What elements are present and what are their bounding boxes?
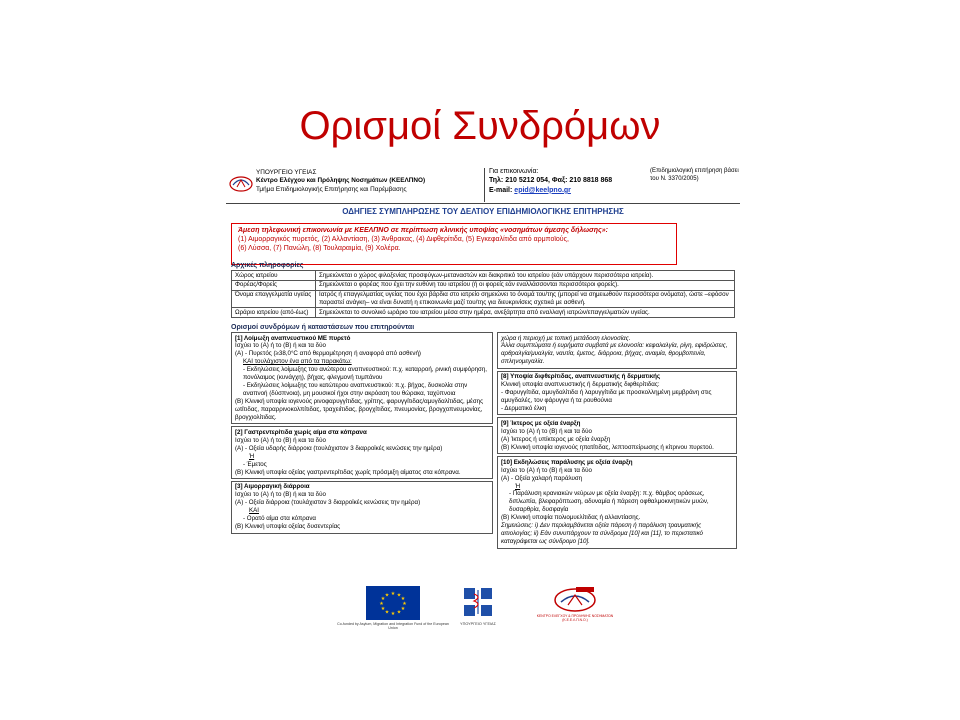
syndrome-2-line: (Β) Κλινική υποψία οξείας γαστρεντερίτιδας χωρίς πρόσμιξη αίματος στα κόπρανα.: [235, 468, 461, 476]
table-key: Όνομα επαγγελματία υγείας: [232, 290, 316, 308]
definitions-title: Ορισμοί συνδρόμων ή καταστάσεων που επιτηρούνται: [231, 324, 415, 331]
table-key: Χώρος ιατρείου: [232, 271, 316, 281]
slide-title: Ορισμοί Συνδρόμων: [299, 104, 661, 148]
syndrome-2-line: (Α) - Οξεία υδαρής διάρροια (τουλάχιστον 3 διαρροϊκές κενώσεις την ημέρα): [235, 444, 443, 452]
definitions-left-column: [231, 332, 493, 536]
syndrome-1-line: - Εκδηλώσεις λοίμωξης του κατώτερου αναπνευστικού: π.χ. βήχας, δυσκολία στην αναπνοή (δύσπνοια), μη μουσικοί ήχοι στην ακρόαση του θώρακα, ταχύπνοια: [243, 382, 468, 398]
syndrome-2-heading: [2] Γαστρεντερίτιδα χωρίς αίμα στα κόπρανα: [235, 428, 367, 436]
ministry-of-health-logo-icon: [460, 584, 496, 620]
svg-text:★: ★: [384, 609, 390, 616]
eu-caption: Co-funded by Asylum, Migration and Integration Fund of the European Union: [337, 622, 449, 631]
document-heading: ΟΔΗΓΙΕΣ ΣΥΜΠΛΗΡΩΣΗΣ ΤΟΥ ΔΕΛΤΙΟΥ ΕΠΙΔΗΜΙΟΛΟΓΙΚΗΣ ΕΠΙΤΗΡΗΣΗΣ: [342, 207, 624, 216]
syndrome-10-line: - Παράλυση κρανιακών νεύρων με οξεία έναρξη: π.χ. θάμβος οράσεως, διπλωπία, βλεφαρόπτωση, αδυναμία ή πάρεση οφθαλμοκινητικών μυών, δυσαρθρία, δυσφαγία: [509, 490, 709, 514]
syndrome-3-heading: [3] Αιμορραγική διάρροια: [235, 483, 310, 491]
svg-text:★: ★: [390, 611, 396, 617]
table-row: [232, 280, 735, 290]
email-label: E-mail:: [489, 186, 513, 194]
syndrome-9-line: (Β) Κλινική υποψία ιογενούς ηπατίτιδας, λεπτοσπείρωσης ή κίτρινου πυρετού.: [501, 443, 714, 451]
syndrome-box-10: [497, 456, 737, 548]
syndrome-box-9: [497, 417, 737, 454]
syndrome-9-line: Ισχύει το (Α) ή το (Β) ή και τα δύο: [501, 427, 592, 435]
initial-info-table: [231, 270, 735, 318]
syndrome-box-continued: [497, 332, 737, 369]
syndrome-10-line: (Α) - Οξεία χαλαρή παράλυση: [501, 474, 583, 482]
syndrome-1-line: - Εκδηλώσεις λοίμωξης του ανώτερου αναπνευστικού: π.χ. καταρροή, ρινική συμφόρηση, πονόλαιμος (κυνάγχη), βήχας, φλεγμονή τυμπάνου: [243, 366, 488, 382]
svg-text:★: ★: [400, 596, 406, 602]
eu-flag-icon: [366, 586, 420, 620]
syndrome-3-line: (Α) - Οξεία διάρροια (τουλάχιστον 3 διαρροϊκές κενώσεις την ημέρα): [235, 499, 421, 507]
keelpno-logo-icon: [228, 170, 254, 196]
table-row: [232, 290, 735, 308]
syndrome-box-8: [497, 371, 737, 416]
syndrome-1-line: Ισχύει το (Α) ή το (Β) ή και τα δύο: [235, 342, 326, 350]
contact-label: Για επικοινωνία:: [489, 168, 539, 175]
syndrome-2-line: - Έμετος: [243, 460, 267, 468]
header-divider: [484, 168, 485, 202]
syndrome-10-line: Ισχύει το (Α) ή το (Β) ή και τα δύο: [501, 466, 592, 474]
svg-text:★: ★: [396, 592, 402, 599]
org-line-2: Κέντρο Ελέγχου και Πρόληψης Νοσημάτων (ΚΕΕΛΠΝΟ): [256, 177, 426, 185]
header-contact: [489, 167, 639, 195]
syndrome-2-line: Ισχύει το (Α) ή το (Β) ή και τα δύο: [235, 436, 326, 444]
header-note: (Επιδημιολογική επιτήρηση βάσει του Ν. 3370/2005): [650, 168, 739, 182]
keelpno-emblem-icon: [548, 584, 602, 614]
svg-text:★: ★: [384, 592, 390, 599]
table-value: Ιατρός ή επαγγελματίας υγείας που έχει βάρδια στο ιατρείο σημειώνει το όνομά του/της (μπορεί να σημειωθούν περισσότερα ονόματα), ώστε –εφόσον παραστεί ανάγκη– να είναι δυνατή η επικοινωνία μαζί του/της για διευκρινίσεις σχετικά με ασθενή.: [316, 290, 735, 308]
syndrome-1-line: (Α) - Πυρετός (≥38,0°C από θερμομέτρηση ή αναφορά από ασθενή): [235, 350, 421, 358]
syndrome-3-line: ΚΑΙ: [249, 507, 259, 515]
syndrome-8-line: Κλινική υποψία αναπνευστικής ή δερματικής διφθερίτιδας:: [501, 381, 660, 389]
document-image: [226, 166, 740, 582]
table-key: Ωράριο ιατρείου (από-έως): [232, 308, 316, 318]
table-key: Φορέας/Φορείς: [232, 280, 316, 290]
ministry-caption: ΥΠΟΥΡΓΕΙΟ ΥΓΕΙΑΣ: [460, 622, 496, 626]
syndrome-8-heading: [8] Υποψία διφθερίτιδας, αναπνευστικής ή δερματικής: [501, 373, 661, 381]
header-organization: [256, 169, 486, 194]
syndrome-3-line: Ισχύει το (Α) ή το (Β) ή και τα δύο: [235, 491, 326, 499]
syndrome-9-heading: [9] Ίκτερος με οξεία έναρξη: [501, 419, 581, 427]
alert-heading: Άμεση τηλεφωνική επικοινωνία με ΚΕΕΛΠΝΟ σε περίπτωση κλινικής υποψίας «νοσημάτων άμεσης δήλωσης»:: [238, 227, 608, 234]
document-header: [226, 166, 740, 206]
table-value: Σημειώνεται ο φορέας που έχει την ευθύνη του ιατρείου (ή οι φορείς εάν εναλλάσσονται περισσότεροι φορείς).: [316, 280, 735, 290]
continued-line: Άλλα συμπτώματα ή ευρήματα συμβατά με ελονοσία: κεφαλαλγία, ρίγη, εφιδρώσεις, αρθραλγία/μυαλγία, ναυτία, έμετος, διάρροια, βήχας, αναιμία, θρομβοπενία, σπληνομεγαλία.: [501, 342, 728, 366]
svg-text:★: ★: [379, 601, 384, 607]
syndrome-10-notes: Σημειώσεις: i) Δεν περιλαμβάνεται οξεία πάρεση ή παράλυση τραυματικής αιτιολογίας; ii) Εάν συνυπάρχουν τα σύνδρομα [10] και [11], το περιστατικό καταγράφεται ως σύνδρομο [10].: [501, 522, 703, 546]
table-row: [232, 308, 735, 318]
syndrome-10-line: (Β) Κλινική υποψία πολιομυελίτιδας ή αλλαντίασης.: [501, 514, 641, 522]
alert-line-1: (1) Αιμορραγικός πυρετός, (2) Αλλαντίαση, (3) Άνθρακας, (4) Διφθερίτιδα, (5) Εγκεφαλίτιδα από αρμπoϊούς,: [238, 236, 569, 244]
svg-text:★: ★: [380, 606, 386, 612]
svg-text:★: ★: [390, 591, 396, 597]
svg-text:★: ★: [402, 601, 407, 607]
syndrome-10-heading: [10] Εκδηλώσεις παράλυσης με οξεία έναρξη: [501, 458, 633, 466]
syndrome-box-2: [231, 426, 493, 479]
continued-line: χώρα ή περιοχή με τοπική μετάδοση ελονοσίας.: [501, 334, 631, 342]
org-line-3: Τμήμα Επιδημιολογικής Επιτήρησης και Παρέμβασης: [256, 185, 407, 193]
syndrome-3-line: (Β) Κλινική υποψία οξείας δυσεντερίας: [235, 523, 341, 531]
syndrome-2-line: Ή: [249, 452, 255, 460]
table-value: Σημειώνεται το συνολικό ωράριο του ιατρείου μέσα στην ημέρα, ανεξάρτητα από εναλλαγή ιατρών/επαγγελματιών υγείας.: [316, 308, 735, 318]
syndrome-box-1: [231, 332, 493, 424]
header-rule: [226, 203, 740, 204]
alert-box: [231, 223, 677, 265]
svg-text:★: ★: [380, 596, 386, 602]
syndrome-1-line: ΚΑΙ τουλάχιστον ένα από τα παρακάτω:: [243, 358, 352, 366]
syndrome-1-heading: [1] Λοίμωξη αναπνευστικού ΜΕ πυρετό: [235, 334, 351, 342]
syndrome-box-3: [231, 481, 493, 534]
initial-info-title: Αρχικές πληροφορίες: [231, 262, 304, 269]
table-value: Σημειώνεται ο χώρος φιλοξενίας προσφύγων-μεταναστών και διακριτικό του ιατρείου (εάν υπάρχουν περισσότερα ιατρεία).: [316, 271, 735, 281]
contact-phone: Τηλ: 210 5212 054, Φαξ: 210 8818 868: [489, 177, 613, 185]
email-link[interactable]: epid@keelpno.gr: [514, 186, 571, 194]
syndrome-9-line: (Α) Ίκτερος ή υπίκτερος με οξεία έναρξη: [501, 435, 611, 443]
syndrome-1-line: (Β) Κλινική υποψία ιογενούς ρινοφαρυγγίτιδας, γρίπης, φαρυγγίτιδας/αμυγδαλίτιδας, μέσης ωτίτιδας, παραρρινοκολπίτιδας, τραχειίτιδας, βρογχίτιδας, πνευμονίας, βρογχοπνευμονίας, βρογχιολίτιδας.: [235, 398, 484, 421]
syndrome-8-line: - Φαρυγγίτιδα, αμυγδαλίτιδα ή λαρυγγίτιδα με προσκολλημένη μεμβράνη στις αμυγδαλές, τον φάρυγγα ή τα ρουθούνια: [501, 389, 712, 405]
svg-text:★: ★: [396, 609, 402, 616]
alert-line-2: (6) Λύσσα, (7) Πανώλη, (8) Τουλαραιμία, (9) Χολέρα.: [238, 245, 401, 253]
syndrome-3-line: - Ορατό αίμα στα κόπρανα: [243, 515, 316, 523]
definitions-right-column: [497, 332, 737, 551]
keelpno-caption: ΚΕΝΤΡΟ ΕΛΕΓΧΟΥ & ΠΡΟΛΗΨΗΣ ΝΟΣΗΜΑΤΩΝ (Κ.Ε.Ε.Λ.Π.Ν.Ο.): [536, 614, 614, 623]
org-line-1: ΥΠΟΥΡΓΕΙΟ ΥΓΕΙΑΣ: [256, 169, 317, 176]
table-row: [232, 271, 735, 281]
syndrome-10-line: Ή: [515, 482, 521, 490]
syndrome-8-line: - Δερματικό έλκη: [501, 405, 547, 412]
svg-text:★: ★: [400, 606, 406, 612]
